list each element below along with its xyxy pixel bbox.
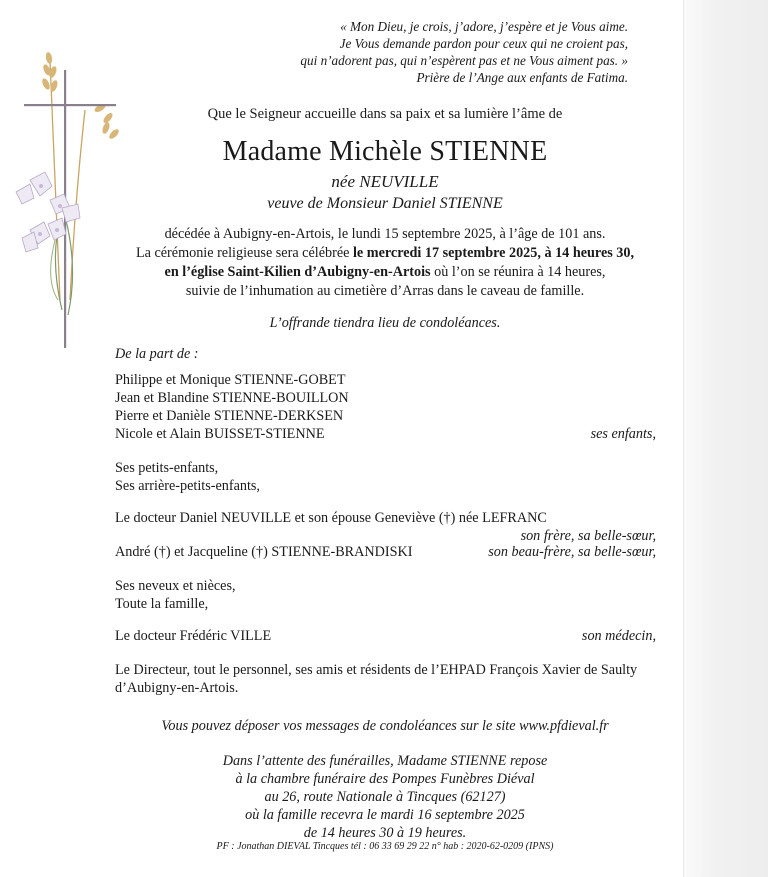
prayer-quote <box>208 18 628 86</box>
great-grandchildren: Ses arrière-petits-enfants, <box>115 478 260 494</box>
doctor-line: Le docteur Frédéric VILLE <box>115 628 272 644</box>
from-header: De la part de : <box>115 346 199 362</box>
brother-in-law-line: André (†) et Jacqueline (†) STIENNE-BRANDISKI <box>115 544 413 560</box>
brother-line: Le docteur Daniel NEUVILLE et son épouse Geneviève (†) née LEFRANC <box>115 510 547 526</box>
prayer-attribution: Prière de l’Ange aux enfants de Fatima. <box>416 70 628 85</box>
ceremony-date: le mercredi 17 septembre 2025, à 14 heures 30, <box>352 245 635 261</box>
scan-edge <box>683 0 768 877</box>
brother-in-law-label: son beau-frère, sa belle-sœur, <box>488 544 656 560</box>
doctor-label: son médecin, <box>581 628 656 644</box>
grandchildren: Ses petits-enfants, <box>115 460 219 476</box>
condolences-line: Vous pouvez déposer vos messages de condoléances sur le site www.pfdieval.fr <box>161 718 609 734</box>
ceremony-text: La cérémonie religieuse sera célébrée <box>135 245 353 261</box>
burial-line: suivie de l’inhumation au cimetière d’Arras dans le caveau de famille. <box>185 283 585 299</box>
rest-line: à la chambre funéraire des Pompes Funèbres Diéval <box>235 771 535 787</box>
nephews-line: Ses neveux et nièces, <box>115 578 236 594</box>
widow-of: veuve de Monsieur Daniel STIENNE <box>267 195 503 212</box>
family-line: Toute la famille, <box>115 596 209 612</box>
child-name: Jean et Blandine STIENNE-BOUILLON <box>115 390 349 406</box>
prayer-line: Je Vous demande pardon pour ceux qui ne croient pas, <box>339 36 628 51</box>
rest-line: Dans l’attente des funérailles, Madame STIENNE repose <box>222 753 548 769</box>
meeting-time: où l’on se réunira à 14 heures, <box>430 264 606 280</box>
rest-line: de 14 heures 30 à 19 heures. <box>303 825 467 841</box>
child-name: Nicole et Alain BUISSET-STIENNE <box>115 426 325 442</box>
child-name: Pierre et Danièle STIENNE-DERKSEN <box>115 408 344 424</box>
prayer-line: « Mon Dieu, je crois, j’adore, j’espère et je Vous aime. <box>340 19 628 34</box>
ehpad-line: d’Aubigny-en-Artois. <box>115 680 239 696</box>
rest-line: où la famille recevra le mardi 16 septembre 2025 <box>245 807 525 823</box>
maiden-name: née NEUVILLE <box>331 172 439 191</box>
ceremony-line <box>70 245 700 262</box>
children-label: ses enfants, <box>590 426 656 442</box>
church-name: en l’église Saint-Kilien d’Aubigny-en-Artois <box>164 264 431 280</box>
child-name: Philippe et Monique STIENNE-GOBET <box>115 372 346 388</box>
rest-line: au 26, route Nationale à Tincques (62127) <box>264 789 506 805</box>
death-info: décédée à Aubigny-en-Artois, le lundi 15 septembre 2025, à l’âge de 101 ans. <box>164 226 606 242</box>
prayer-line: qui n’adorent pas, qui n’espèrent pas et ne Vous aiment pas. » <box>300 53 628 68</box>
deceased-name: Madame Michèle STIENNE <box>222 136 548 167</box>
ehpad-line: Le Directeur, tout le personnel, ses amis et résidents de l’EHPAD François Xavier de Saulty <box>115 662 638 678</box>
church-line <box>70 264 700 281</box>
offrande-line: L’offrande tiendra lieu de condoléances. <box>269 315 501 331</box>
intro-line: Que le Seigneur accueille dans sa paix et sa lumière l’âme de <box>207 106 563 122</box>
footer: PF : Jonathan DIEVAL Tincques tél : 06 33 69 29 22 n° hab : 2020-62-0209 (IPNS) <box>216 841 554 852</box>
brother-label: son frère, sa belle-sœur, <box>520 528 656 544</box>
